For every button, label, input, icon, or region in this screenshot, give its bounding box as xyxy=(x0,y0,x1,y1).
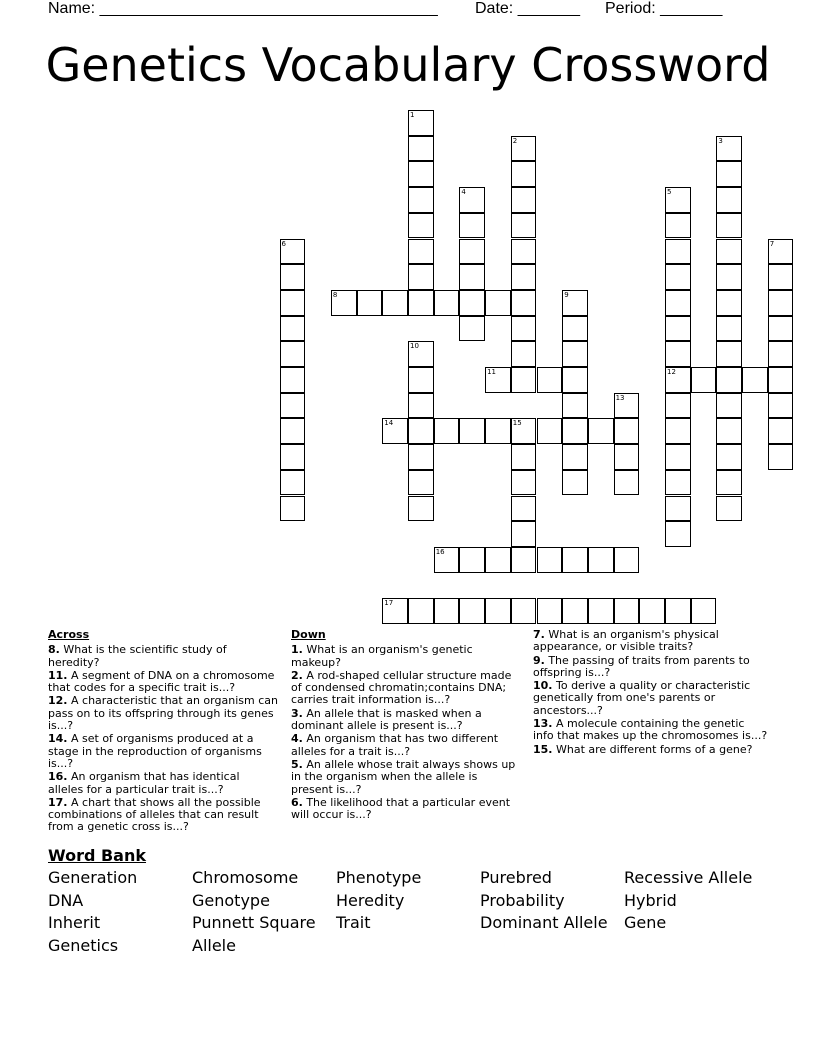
crossword-cell[interactable] xyxy=(408,598,434,624)
word-bank-word: Genetics xyxy=(48,936,119,955)
crossword-cell[interactable] xyxy=(434,418,460,444)
crossword-cell[interactable] xyxy=(716,367,742,393)
clue-number: 1 xyxy=(410,111,415,119)
crossword-cell[interactable] xyxy=(768,393,794,419)
crossword-cell[interactable] xyxy=(280,496,306,522)
down-clues-column xyxy=(291,629,521,822)
crossword-cell[interactable] xyxy=(562,547,588,573)
crossword-cell[interactable] xyxy=(665,598,691,624)
word-bank-word: Gene xyxy=(624,913,667,932)
crossword-cell[interactable] xyxy=(716,418,742,444)
clue-item xyxy=(291,708,521,733)
crossword-cell[interactable] xyxy=(562,418,588,444)
crossword-cell[interactable] xyxy=(665,367,691,393)
clue-number: 6 xyxy=(281,239,286,248)
word-bank-word: Punnett Square xyxy=(192,913,316,932)
crossword-cell[interactable] xyxy=(716,136,742,162)
crossword-cell[interactable] xyxy=(280,418,306,444)
clue-item-text: What is the scientific study of heredity? xyxy=(48,643,227,669)
crossword-cell[interactable] xyxy=(562,470,588,496)
word-bank-word: Genotype xyxy=(192,891,270,910)
word-bank-word: Allele xyxy=(192,936,236,955)
crossword-cell[interactable] xyxy=(459,213,485,239)
crossword-cell[interactable] xyxy=(716,393,742,419)
clue-item-number: 14. xyxy=(48,732,68,746)
crossword-cell[interactable] xyxy=(408,213,434,239)
clue-item xyxy=(291,759,521,796)
crossword-cell[interactable] xyxy=(537,598,563,624)
clue-item-text: An organism that has two different alleles for a trait is...? xyxy=(291,732,499,758)
clue-item-number: 1. xyxy=(291,643,303,657)
clue-item-text: What are different forms of a gene? xyxy=(552,742,753,756)
crossword-cell[interactable] xyxy=(511,341,537,367)
clue-item xyxy=(533,655,768,680)
crossword-cell[interactable] xyxy=(382,418,408,444)
crossword-cell[interactable] xyxy=(408,496,434,522)
word-bank-word: Trait xyxy=(336,913,371,932)
crossword-cell[interactable] xyxy=(280,316,306,342)
clue-item xyxy=(533,629,768,654)
crossword-cell[interactable] xyxy=(665,444,691,470)
crossword-cell[interactable] xyxy=(614,444,640,470)
clue-item-number: 6. xyxy=(291,795,303,809)
word-bank-word: Probability xyxy=(480,891,565,910)
crossword-cell[interactable] xyxy=(485,418,511,444)
clue-item xyxy=(48,771,278,796)
crossword-cell[interactable] xyxy=(459,290,485,316)
clue-item-number: 8. xyxy=(48,643,60,657)
crossword-cell[interactable] xyxy=(511,213,537,239)
word-bank-word: Heredity xyxy=(336,891,405,910)
clue-number: 16 xyxy=(435,547,445,556)
crossword-cell[interactable] xyxy=(459,239,485,265)
crossword-cell[interactable] xyxy=(665,496,691,522)
clue-item-number: 15. xyxy=(533,742,553,756)
crossword-cell[interactable] xyxy=(280,367,306,393)
clue-number: 5 xyxy=(667,188,672,197)
crossword-cell[interactable] xyxy=(691,367,717,393)
clue-item-text: A molecule containing the genetic info that makes up the chromosomes is...? xyxy=(533,717,768,743)
crossword-cell[interactable] xyxy=(588,547,614,573)
crossword-cell[interactable] xyxy=(511,290,537,316)
clue-item-text: An organism that has identical alleles for a particular trait is...? xyxy=(48,770,240,796)
crossword-cell[interactable] xyxy=(639,598,665,624)
clue-item-text: An allele that is masked when a dominant allele is present is...? xyxy=(291,706,482,733)
crossword-cell[interactable] xyxy=(716,213,742,239)
crossword-cell[interactable] xyxy=(665,316,691,342)
crossword-cell[interactable] xyxy=(537,367,563,393)
period-field[interactable]: Period: _______ xyxy=(605,0,723,17)
crossword-cell[interactable] xyxy=(408,187,434,213)
clue-number: 13 xyxy=(615,393,625,402)
clue-number: 15 xyxy=(512,419,522,428)
crossword-cell[interactable] xyxy=(408,393,434,419)
crossword-cell[interactable] xyxy=(331,290,357,316)
crossword-cell[interactable] xyxy=(716,161,742,187)
crossword-cell[interactable] xyxy=(562,598,588,624)
crossword-cell[interactable] xyxy=(665,264,691,290)
crossword-cell[interactable] xyxy=(459,187,485,213)
clue-item-text: What is an organism's physical appearance, or visible traits? xyxy=(533,628,719,654)
crossword-cell[interactable] xyxy=(408,264,434,290)
clue-number: 12 xyxy=(667,368,676,376)
clue-number: 4 xyxy=(461,188,466,197)
clue-number: 10 xyxy=(410,342,419,351)
across-clues-column xyxy=(48,629,278,835)
crossword-cell[interactable] xyxy=(562,393,588,419)
crossword-cell[interactable] xyxy=(716,316,742,342)
clue-item-number: 11. xyxy=(48,668,68,682)
crossword-cell[interactable] xyxy=(511,161,537,187)
crossword-cell[interactable] xyxy=(588,418,614,444)
crossword-cell[interactable] xyxy=(716,444,742,470)
date-field[interactable]: Date: _______ xyxy=(475,0,580,17)
crossword-cell[interactable] xyxy=(665,187,691,213)
crossword-cell[interactable] xyxy=(485,367,511,393)
crossword-cell[interactable] xyxy=(665,290,691,316)
crossword-cell[interactable] xyxy=(665,418,691,444)
crossword-cell[interactable] xyxy=(768,418,794,444)
clue-item xyxy=(291,670,521,707)
crossword-cell[interactable] xyxy=(537,547,563,573)
crossword-cell[interactable] xyxy=(408,110,434,136)
word-bank-word: Inherit xyxy=(48,913,101,932)
clue-item-text: The likelihood that a particular event will occur is...? xyxy=(291,795,511,822)
crossword-cell[interactable] xyxy=(459,264,485,290)
word-bank-word: Phenotype xyxy=(336,868,422,887)
clue-item xyxy=(291,733,521,758)
crossword-cell[interactable] xyxy=(459,547,485,573)
crossword-cell[interactable] xyxy=(511,136,537,162)
down-clues-continued-column xyxy=(533,629,768,757)
crossword-cell[interactable] xyxy=(665,521,691,547)
crossword-cell[interactable] xyxy=(614,598,640,624)
clue-item-number: 10. xyxy=(533,679,553,693)
crossword-cell[interactable] xyxy=(691,598,717,624)
crossword-cell[interactable] xyxy=(716,264,742,290)
crossword-cell[interactable] xyxy=(511,547,537,573)
crossword-cell[interactable] xyxy=(562,444,588,470)
crossword-cell[interactable] xyxy=(280,470,306,496)
clue-item xyxy=(291,797,521,822)
clue-item-text: A chart that shows all the possible combinations of alleles that can result from a genetic cross is...? xyxy=(48,795,261,834)
crossword-cell[interactable] xyxy=(716,239,742,265)
crossword-cell[interactable] xyxy=(768,239,794,265)
crossword-cell[interactable] xyxy=(716,187,742,213)
clue-item-number: 5. xyxy=(291,757,303,771)
clue-item-number: 3. xyxy=(291,706,303,720)
crossword-cell[interactable] xyxy=(562,290,588,316)
crossword-cell[interactable] xyxy=(537,418,563,444)
clue-item xyxy=(48,733,278,770)
clue-item xyxy=(48,644,278,669)
clue-number: 11 xyxy=(487,368,497,376)
clue-number: 14 xyxy=(384,419,394,428)
crossword-cell[interactable] xyxy=(459,316,485,342)
clue-item-text: To derive a quality or characteristic genetically from one's parents or ancestors...? xyxy=(533,679,751,717)
crossword-cell[interactable] xyxy=(665,213,691,239)
crossword-cell[interactable] xyxy=(562,367,588,393)
crossword-cell[interactable] xyxy=(511,521,537,547)
crossword-cell[interactable] xyxy=(768,264,794,290)
clue-item-number: 12. xyxy=(48,694,68,708)
crossword-cell[interactable] xyxy=(562,316,588,342)
crossword-cell[interactable] xyxy=(665,393,691,419)
crossword-cell[interactable] xyxy=(511,496,537,522)
word-bank-word: Dominant Allele xyxy=(480,913,608,932)
clue-number: 3 xyxy=(718,136,723,145)
crossword-cell[interactable] xyxy=(511,239,537,265)
crossword-cell[interactable] xyxy=(511,316,537,342)
word-bank-title: Word Bank xyxy=(48,846,147,865)
crossword-cell[interactable] xyxy=(511,187,537,213)
clue-item-number: 4. xyxy=(291,732,303,746)
clue-item xyxy=(533,680,768,717)
clue-item-text: What is an organism's genetic makeup? xyxy=(291,643,473,669)
clue-item xyxy=(291,644,521,669)
crossword-cell[interactable] xyxy=(280,341,306,367)
crossword-cell[interactable] xyxy=(768,341,794,367)
crossword-cell[interactable] xyxy=(614,418,640,444)
clue-item xyxy=(533,744,768,756)
crossword-cell[interactable] xyxy=(408,341,434,367)
crossword-cell[interactable] xyxy=(408,290,434,316)
crossword-cell[interactable] xyxy=(408,239,434,265)
crossword-cell[interactable] xyxy=(665,470,691,496)
crossword-cell[interactable] xyxy=(742,367,768,393)
crossword-cell[interactable] xyxy=(408,136,434,162)
crossword-cell[interactable] xyxy=(408,418,434,444)
clue-item-text: A rod-shaped cellular structure made of condensed chromatin;contains DNA; carries trait information is...? xyxy=(291,668,512,707)
crossword-cell[interactable] xyxy=(716,341,742,367)
clue-number: 9 xyxy=(564,290,569,299)
clue-item xyxy=(48,797,278,834)
crossword-cell[interactable] xyxy=(768,367,794,393)
crossword-cell[interactable] xyxy=(511,418,537,444)
crossword-cell[interactable] xyxy=(716,470,742,496)
crossword-cell[interactable] xyxy=(614,547,640,573)
word-bank-word: Hybrid xyxy=(624,891,677,910)
crossword-cell[interactable] xyxy=(768,290,794,316)
crossword-cell[interactable] xyxy=(485,598,511,624)
clue-item-number: 17. xyxy=(48,795,68,809)
crossword-cell[interactable] xyxy=(280,290,306,316)
clue-number: 7 xyxy=(769,239,775,248)
across-heading: Across xyxy=(48,628,90,641)
clue-item-text: A characteristic that an organism can pass on to its offspring through its genes is...? xyxy=(48,694,278,733)
crossword-cell[interactable] xyxy=(614,470,640,496)
clue-number: 17 xyxy=(384,599,394,608)
crossword-cell[interactable] xyxy=(434,598,460,624)
name-field[interactable]: Name: ______________________________________ xyxy=(48,0,438,17)
clue-item-text: An allele whose trait always shows up in the organism when the allele is present is...? xyxy=(291,757,516,796)
clue-item xyxy=(533,718,768,743)
crossword-cell[interactable] xyxy=(408,470,434,496)
crossword-cell[interactable] xyxy=(562,341,588,367)
crossword-cell[interactable] xyxy=(434,290,460,316)
crossword-cell[interactable] xyxy=(614,393,640,419)
crossword-cell[interactable] xyxy=(408,444,434,470)
clue-number: 8 xyxy=(332,290,338,299)
clue-item-number: 2. xyxy=(291,668,303,682)
crossword-cell[interactable] xyxy=(511,598,537,624)
word-bank-word: Purebred xyxy=(480,868,552,887)
crossword-cell[interactable] xyxy=(768,444,794,470)
crossword-cell[interactable] xyxy=(280,393,306,419)
clue-item-text: A segment of DNA on a chromosome that codes for a specific trait is...? xyxy=(48,668,275,695)
crossword-cell[interactable] xyxy=(665,239,691,265)
crossword-cell[interactable] xyxy=(485,547,511,573)
crossword-cell[interactable] xyxy=(459,598,485,624)
crossword-cell[interactable] xyxy=(768,316,794,342)
clue-number: 2 xyxy=(512,136,518,145)
crossword-cell[interactable] xyxy=(408,367,434,393)
clue-item-text: A set of organisms produced at a stage in the reproduction of organisms is...? xyxy=(48,732,262,770)
word-bank-word: Generation xyxy=(48,868,138,887)
clue-item-number: 7. xyxy=(533,628,545,641)
crossword-cell[interactable] xyxy=(357,290,383,316)
crossword-cell[interactable] xyxy=(382,598,408,624)
crossword-cell[interactable] xyxy=(280,264,306,290)
crossword-cell[interactable] xyxy=(511,444,537,470)
crossword-cell[interactable] xyxy=(485,290,511,316)
clue-item-number: 13. xyxy=(533,717,553,731)
clue-item-number: 9. xyxy=(533,653,545,667)
word-bank-word: Recessive Allele xyxy=(624,868,753,887)
crossword-cell[interactable] xyxy=(459,418,485,444)
clue-item xyxy=(48,695,278,732)
page-title: Genetics Vocabulary Crossword xyxy=(45,38,771,92)
crossword-cell[interactable] xyxy=(665,341,691,367)
crossword-cell[interactable] xyxy=(511,470,537,496)
crossword-cell[interactable] xyxy=(280,239,306,265)
clue-item-number: 16. xyxy=(48,770,68,784)
crossword-cell[interactable] xyxy=(588,598,614,624)
crossword-cell[interactable] xyxy=(511,367,537,393)
word-bank-word: Chromosome xyxy=(192,868,299,887)
crossword-cell[interactable] xyxy=(716,290,742,316)
crossword-cell[interactable] xyxy=(434,547,460,573)
word-bank-word: DNA xyxy=(48,891,84,910)
crossword-cell[interactable] xyxy=(716,496,742,522)
clue-item-text: The passing of traits from parents to offspring is...? xyxy=(533,653,750,679)
crossword-cell[interactable] xyxy=(408,161,434,187)
crossword-cell[interactable] xyxy=(382,290,408,316)
crossword-cell[interactable] xyxy=(511,264,537,290)
clue-item xyxy=(48,670,278,695)
crossword-cell[interactable] xyxy=(280,444,306,470)
down-heading: Down xyxy=(291,628,326,641)
